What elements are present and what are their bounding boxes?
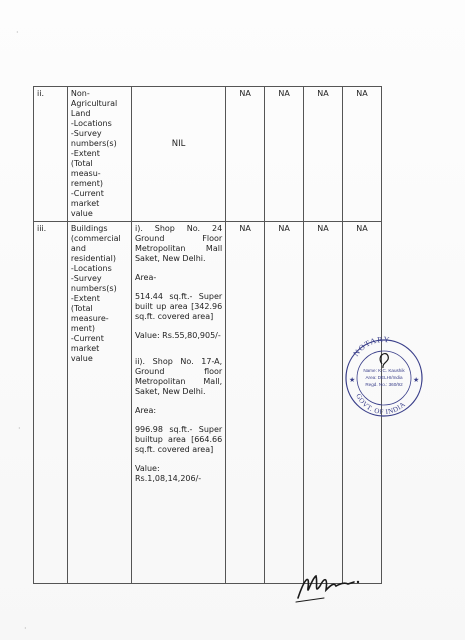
- desc-line: rement): [70, 179, 103, 188]
- desc-line: measure-: [70, 314, 109, 323]
- na-cell: NA: [343, 222, 382, 584]
- signature-underline: [296, 598, 324, 602]
- na-cell: NA: [343, 87, 382, 222]
- stamp-name: Name: K.C. Kaushik: [363, 368, 405, 373]
- desc-line: numbers(s): [70, 139, 117, 148]
- desc-line: Non-: [70, 89, 90, 98]
- desc-line: value: [70, 354, 93, 363]
- stamp-area: Area: DELHI/India: [365, 375, 403, 380]
- desc-line: -Locations: [70, 264, 112, 273]
- na-cell: NA: [265, 222, 304, 584]
- desc-line: -Current: [70, 334, 104, 343]
- desc-line: -Locations: [70, 119, 112, 128]
- signature-stroke: [298, 576, 354, 598]
- shop-2-value: Value: Rs.1,08,14,206/-: [134, 464, 202, 483]
- desc-line: measu-: [70, 169, 101, 178]
- notary-stamp: [342, 328, 426, 426]
- table-row: [34, 87, 382, 222]
- na-cell: NA: [304, 87, 343, 222]
- desc-line: (Total: [70, 304, 93, 313]
- desc-line: Buildings: [70, 224, 108, 233]
- desc-line: numbers(s): [70, 284, 117, 293]
- scan-speck: ·: [24, 624, 27, 633]
- desc-line: -Survey: [70, 274, 102, 283]
- stamp-bottom-text: GOVT. OF INDIA: [354, 392, 408, 417]
- desc-line: ment): [70, 324, 95, 333]
- desc-line: Agricultural: [70, 99, 118, 108]
- signature-dot: [357, 581, 359, 583]
- shop-2-address: ii). Shop No. 17-A, Ground floor Metropolitan Mall, Saket, New Delhi.: [134, 357, 223, 396]
- na-cell: NA: [226, 222, 265, 584]
- stamp-star-icon: ★: [413, 376, 420, 384]
- desc-line: (commercial: [70, 234, 121, 243]
- shop-1-value: Value: Rs.55,80,905/-: [134, 331, 221, 340]
- shop-1-address: i). Shop No. 24 Ground Floor Metropolitan Mall Saket, New Delhi.: [134, 224, 223, 263]
- stamp-top-text: NOTARY: [351, 334, 391, 358]
- na-cell: NA: [265, 87, 304, 222]
- row-number: iii.: [34, 222, 68, 584]
- desc-line: -Survey: [70, 129, 102, 138]
- shop-2-area: 996.98 sq.ft.- Super builtup area [664.66 sq.ft. covered area]: [134, 425, 223, 454]
- asset-description: [67, 87, 131, 222]
- na-cell: NA: [226, 87, 265, 222]
- signature-image: [294, 568, 364, 604]
- shop-2-area-label: Area:: [134, 406, 157, 415]
- desc-line: Land: [70, 109, 91, 118]
- shop-1-area-label: Area-: [134, 273, 157, 282]
- stamp-initial-mark: [380, 354, 388, 368]
- stamp-regd: Regd. No.: 360/92: [365, 382, 403, 387]
- asset-details: [131, 222, 225, 584]
- desc-line: market: [70, 199, 100, 208]
- desc-line: value: [70, 209, 93, 218]
- desc-line: and: [70, 244, 86, 253]
- desc-line: -Current: [70, 189, 104, 198]
- asset-details: [131, 87, 225, 222]
- na-cell: NA: [304, 222, 343, 584]
- shop-1-area: 514.44 sq.ft.- Super built up area [342.96 sq.ft. covered area]: [134, 292, 223, 321]
- desc-line: (Total: [70, 159, 93, 168]
- asset-table: [33, 86, 382, 584]
- nil-text: NIL: [171, 139, 186, 149]
- asset-description: [67, 222, 131, 584]
- row-number: ii.: [34, 87, 68, 222]
- stamp-star-icon: ★: [349, 376, 356, 384]
- desc-line: residential): [70, 254, 117, 263]
- desc-line: market: [70, 344, 100, 353]
- desc-line: -Extent: [70, 149, 100, 158]
- table-row: [34, 222, 382, 584]
- scan-speck: ·: [16, 28, 19, 37]
- scan-speck: ·: [18, 424, 21, 433]
- desc-line: -Extent: [70, 294, 100, 303]
